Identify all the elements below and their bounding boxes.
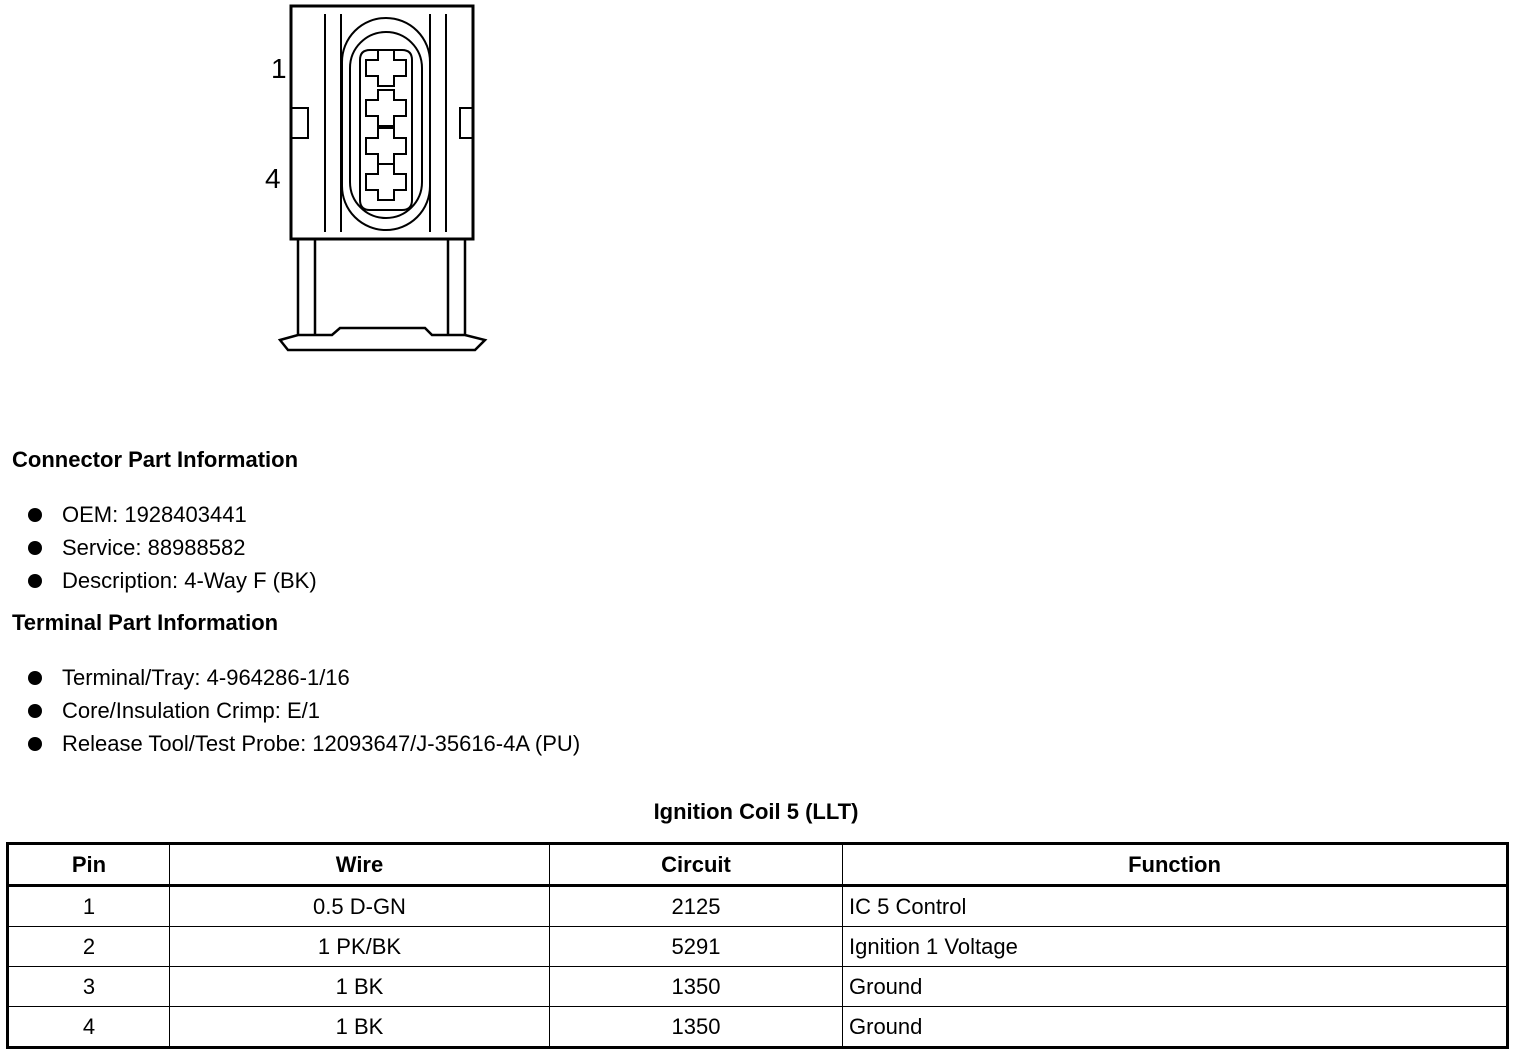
table-header-row bbox=[8, 844, 1508, 886]
table-row bbox=[8, 967, 1508, 1007]
list-item: OEM: 1928403441 bbox=[28, 498, 317, 531]
pin-label-1: 1 bbox=[271, 53, 287, 84]
cell-function: Ground bbox=[843, 967, 1508, 1007]
table-row bbox=[8, 927, 1508, 967]
list-item: Release Tool/Test Probe: 12093647/J-35616-4A (PU) bbox=[28, 727, 580, 760]
cell-pin: 4 bbox=[8, 1007, 170, 1048]
cell-wire: 1 PK/BK bbox=[170, 927, 550, 967]
lock-tab bbox=[280, 240, 485, 350]
bullet-icon bbox=[28, 508, 42, 522]
header-function: Function bbox=[843, 844, 1508, 886]
cell-function: Ignition 1 Voltage bbox=[843, 927, 1508, 967]
cell-function: Ground bbox=[843, 1007, 1508, 1048]
list-item: Service: 88988582 bbox=[28, 531, 317, 564]
cell-function: IC 5 Control bbox=[843, 886, 1508, 927]
cell-circuit: 2125 bbox=[550, 886, 843, 927]
cell-circuit: 5291 bbox=[550, 927, 843, 967]
cell-circuit: 1350 bbox=[550, 967, 843, 1007]
header-circuit: Circuit bbox=[550, 844, 843, 886]
pin-label-4: 4 bbox=[265, 163, 281, 194]
connector-diagram bbox=[260, 0, 500, 360]
bullet-icon bbox=[28, 671, 42, 685]
list-item: Description: 4-Way F (BK) bbox=[28, 564, 317, 597]
cell-wire: 0.5 D-GN bbox=[170, 886, 550, 927]
cell-pin: 1 bbox=[8, 886, 170, 927]
terminal-4 bbox=[366, 164, 406, 200]
bullet-icon bbox=[28, 704, 42, 718]
terminal-cavities bbox=[366, 50, 406, 200]
cell-circuit: 1350 bbox=[550, 1007, 843, 1048]
bullet-icon bbox=[28, 574, 42, 588]
bullet-icon bbox=[28, 541, 42, 555]
list-item: Terminal/Tray: 4-964286-1/16 bbox=[28, 661, 580, 694]
list-item: Core/Insulation Crimp: E/1 bbox=[28, 694, 580, 727]
header-pin: Pin bbox=[8, 844, 170, 886]
connector-info-heading: Connector Part Information bbox=[12, 447, 299, 472]
cell-wire: 1 BK bbox=[170, 1007, 550, 1048]
pinout-table bbox=[6, 842, 1509, 1049]
table-row bbox=[8, 886, 1508, 927]
connector-info-list bbox=[28, 498, 317, 597]
terminal-info-list bbox=[28, 661, 580, 760]
cell-pin: 2 bbox=[8, 927, 170, 967]
terminal-info-heading: Terminal Part Information bbox=[12, 610, 279, 635]
header-wire: Wire bbox=[170, 844, 550, 886]
terminal-3 bbox=[366, 128, 406, 164]
table-row bbox=[8, 1007, 1508, 1048]
cell-wire: 1 BK bbox=[170, 967, 550, 1007]
terminal-1 bbox=[366, 50, 406, 86]
cell-pin: 3 bbox=[8, 967, 170, 1007]
terminal-2 bbox=[366, 90, 406, 126]
connector-drawing bbox=[260, 0, 500, 360]
bullet-icon bbox=[28, 737, 42, 751]
table-title: Ignition Coil 5 (LLT) bbox=[653, 799, 859, 824]
